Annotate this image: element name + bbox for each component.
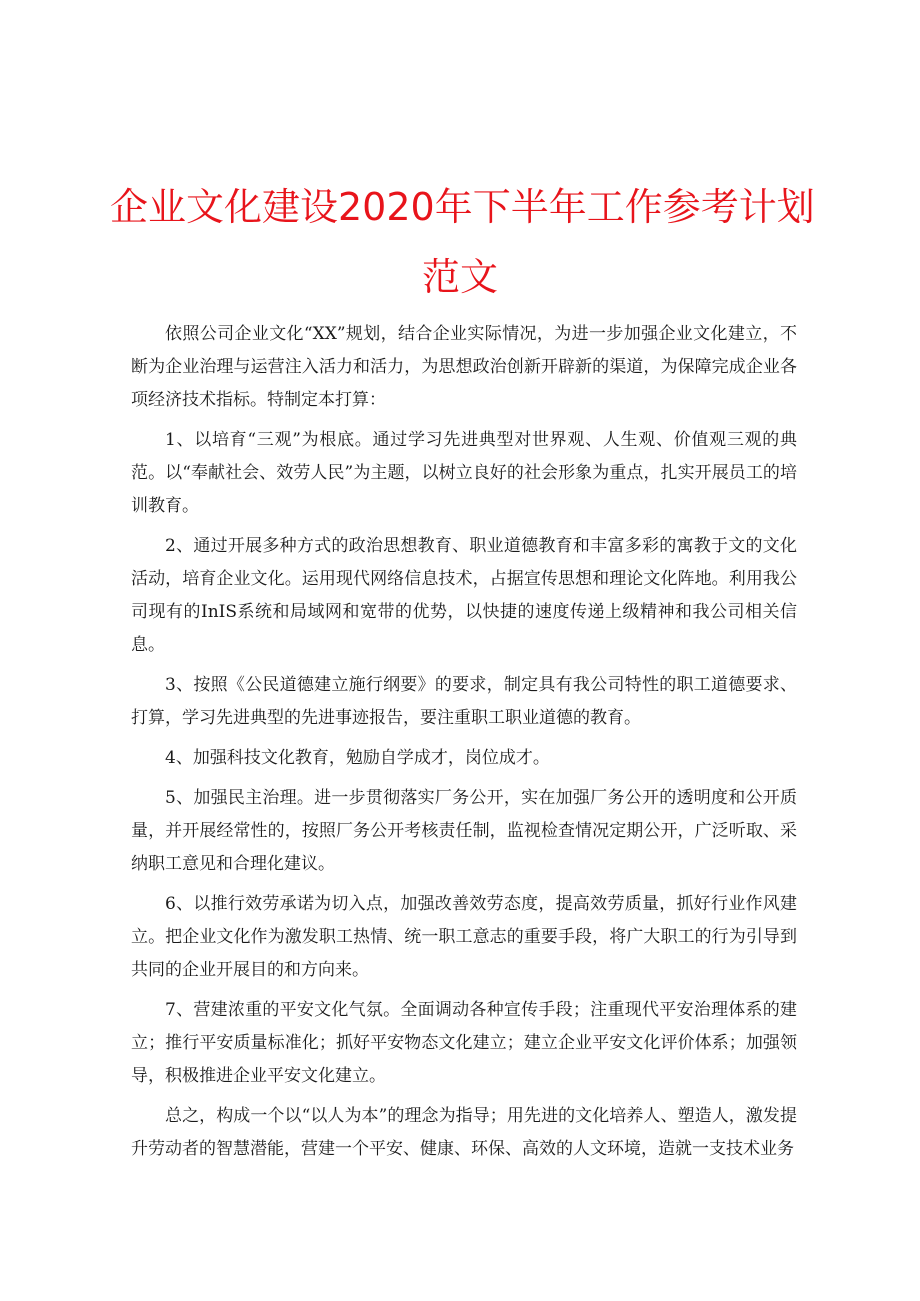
document-title: 企业文化建设2020年下半年工作参考计划	[110, 185, 815, 229]
plan-item-1: 1、以培育“三观”为根底。通过学习先进典型对世界观、人生观、价值观三观的典范。以“奉献社会、效劳人民”为主题，以树立良好的社会形象为重点，扎实开展员工的培训教育。	[131, 430, 797, 516]
summary-paragraph: 总之，构成一个以“以人为本”的理念为指导；用先进的文化培养人、塑造人，激发提升劳动者的智慧潜能，营建一个平安、健康、环保、高效的人文环境，造就一支技术业务	[131, 1106, 797, 1159]
document-body	[131, 318, 797, 1166]
plan-item-7: 7、营建浓重的平安文化气氛。全面调动各种宣传手段；注重现代平安治理体系的建立；推行平安质量标准化；抓好平安物态文化建立；建立企业平安文化评价体系；加强领导，积极推进企业平安文化建立。	[131, 1000, 797, 1086]
plan-item-5: 5、加强民主治理。进一步贯彻落实厂务公开，实在加强厂务公开的透明度和公开质量，并开展经常性的，按照厂务公开考核责任制，监视检查情况定期公开，广泛听取、采纳职工意见和合理化建议。	[131, 788, 797, 874]
plan-item-3: 3、按照《公民道德建立施行纲要》的要求，制定具有我公司特性的职工道德要求、打算，学习先进典型的先进事迹报告，要注重职工职业道德的教育。	[131, 675, 797, 728]
plan-item-6: 6、以推行效劳承诺为切入点，加强改善效劳态度，提高效劳质量，抓好行业作风建立。把企业文化作为激发职工热情、统一职工意志的重要手段，将广大职工的行为引导到共同的企业开展目的和方向来。	[131, 894, 797, 980]
plan-item-2: 2、通过开展多种方式的政治思想教育、职业道德教育和丰富多彩的寓教于文的文化活动，培育企业文化。运用现代网络信息技术，占据宣传思想和理论文化阵地。利用我公司现有的InIS系统和局域网和宽带的优势，以快捷的速度传递上级精神和我公司相关信息。	[131, 536, 797, 655]
document-title-continued: 范文	[421, 255, 498, 299]
intro-paragraph: 依照公司企业文化“XX”规划，结合企业实际情况，为进一步加强企业文化建立，不断为企业治理与运营注入活力和活力，为思想政治创新开辟新的渠道，为保障完成企业各项经济技术指标。特制定本打算：	[131, 324, 797, 410]
plan-item-4: 4、加强科技文化教育，勉励自学成才，岗位成才。	[165, 748, 550, 768]
